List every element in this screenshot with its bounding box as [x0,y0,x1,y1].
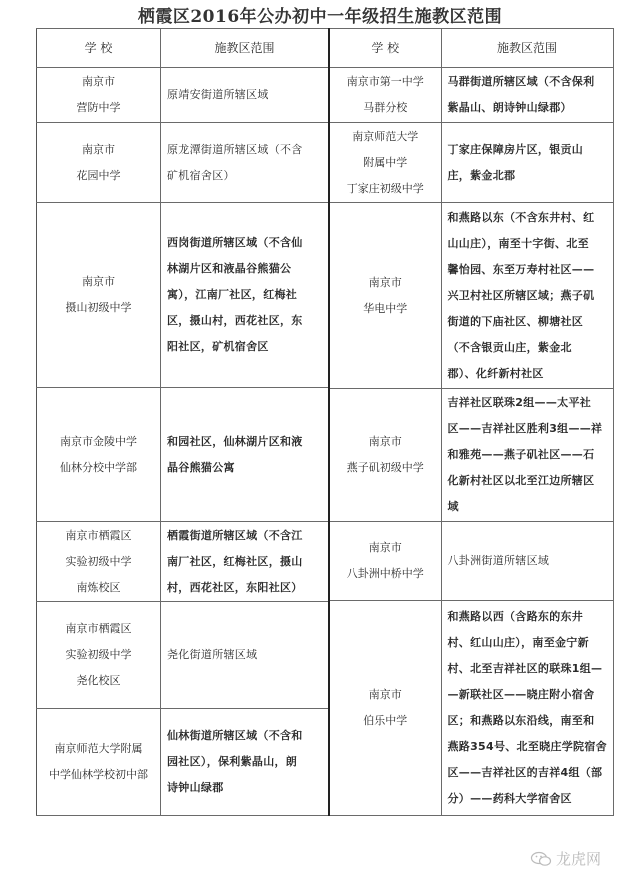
school-name-line: 南炼校区 [76,580,121,594]
enrollment-area-line: （不含银贡山庄，紫金北 [447,340,572,354]
school-name-cell [329,389,441,522]
enrollment-table-right [328,28,614,816]
enrollment-area-line: 郡）、化纤新村社区 [447,366,544,380]
table-row [37,388,329,522]
page-title: 栖霞区2016年公办初中一年级招生施教区范围 [137,7,503,27]
enrollment-area-line: 原龙潭街道所辖区域（不含 [167,142,303,156]
school-name-cell [329,522,441,601]
school-name-line: 南京市栖霞区 [65,622,132,635]
enrollment-area-line: 燕路354号、北至晓庄学院宿舍 [447,740,607,753]
school-name-line: 伯乐中学 [363,714,408,727]
school-name-cell [329,601,441,816]
table-row [37,203,329,388]
school-name-line: 摄山初级中学 [65,301,132,314]
enrollment-area-line: 晶谷熊猫公寓 [167,460,235,474]
enrollment-area-cell [161,203,329,388]
school-name-line: 南京市 [368,541,402,554]
header-area: 施教区范围 [161,29,329,68]
enrollment-area-line: 村，西花社区，东阳社区） [167,580,303,594]
watermark [530,848,601,869]
table-row [37,709,329,816]
enrollment-area-line: 原靖安街道所辖区域 [167,88,269,101]
school-name-line: 南京市 [82,142,115,156]
enrollment-area-cell [441,203,613,389]
enrollment-area-line: 马群街道所辖区域（不含保利 [447,75,595,88]
enrollment-area-cell [441,522,613,601]
enrollment-area-line: 街道的下庙社区、柳塘社区 [447,314,584,328]
school-name-line: 八卦洲中桥中学 [346,567,424,580]
enrollment-area-line: 分）——药科大学宿舍区 [447,792,572,805]
enrollment-area-line: 区——吉祥社区的吉祥4组（部 [447,766,603,779]
school-name-cell [329,123,441,203]
header-area: 施教区范围 [441,29,613,68]
table-header-row [37,29,329,68]
enrollment-area-line: 馨怡园、东至万寿村社区—— [447,262,595,276]
watermark-text: 龙虎网 [556,850,602,868]
enrollment-area-line: 和雅苑——燕子矶社区——石 [447,448,595,461]
enrollment-area-line: 吉祥社区联珠2组——太平社 [447,396,592,409]
school-name-line: 南京师范大学附属 [54,742,143,755]
enrollment-area-cell [441,68,613,123]
enrollment-area-line: 山山庄），南至十字街、北至 [447,236,589,250]
school-name-line: 马群分校 [363,101,408,114]
enrollment-area-line: 矿机宿舍区） [167,168,235,182]
enrollment-area-line: 八卦洲街道所辖区域 [447,554,550,567]
school-name-line: 南京师范大学 [352,129,419,143]
enrollment-area-cell [161,123,329,203]
school-name-cell [37,68,161,123]
enrollment-area-line: 区；和燕路以东沿线，南至和 [447,714,595,727]
school-name-line: 南京市第一中学 [346,75,424,88]
enrollment-area-line: 和燕路以西（含路东的东井 [447,610,584,623]
school-name-line: 中学仙林学校初中部 [49,768,148,781]
enrollment-area-line: 寓），江南厂社区，红梅社 [167,288,298,301]
table-row [37,123,329,203]
table-row [37,602,329,709]
enrollment-area-cell [161,522,329,602]
enrollment-table-left [36,28,329,816]
enrollment-area-line: 尧化街道所辖区域 [167,648,258,661]
enrollment-area-line: 西岗街道所辖区域（不含仙 [167,236,303,249]
enrollment-area-line: 化新村社区以北至江边所辖区 [447,474,595,487]
enrollment-area-line: 仙林街道所辖区域（不含和 [167,729,303,742]
enrollment-area-cell [161,602,329,709]
enrollment-area-line: 阳社区，矿机宿舍区 [167,340,269,353]
school-name-line: 南京市 [82,75,115,88]
table-row [329,389,613,522]
table-row [329,203,613,389]
school-name-cell [37,522,161,602]
enrollment-area-cell [441,389,613,522]
enrollment-area-line: 林湖片区和液晶谷熊猫公 [167,262,292,275]
school-name-cell [37,203,161,388]
enrollment-area-line: 丁家庄保障房片区，银贡山 [447,142,584,156]
school-name-line: 尧化校区 [76,674,121,687]
school-name-line: 南京市 [368,688,402,701]
school-name-cell [37,123,161,203]
school-name-cell [329,68,441,123]
header-school: 学 校 [329,29,441,68]
enrollment-area-line: 诗钟山绿郡 [167,781,224,794]
school-name-cell [37,388,161,522]
enrollment-area-cell [441,123,613,203]
header-school: 学 校 [37,29,161,68]
enrollment-area-line: 区，摄山村，西花社区，东 [167,314,303,327]
enrollment-area-cell [161,388,329,522]
school-name-cell [37,709,161,816]
school-name-line: 南京市 [368,275,402,289]
enrollment-area-line: 南厂社区，红梅社区，摄山 [167,554,303,568]
enrollment-area-cell [441,601,613,816]
wechat-icon [530,851,552,867]
school-name-line: 南京市栖霞区 [65,528,132,542]
enrollment-area-line: 域 [447,500,459,513]
enrollment-area-line: 紫晶山、朗诗钟山绿郡） [447,101,572,114]
school-name-line: 实验初级中学 [65,554,132,568]
enrollment-area-line: 和燕路以东（不含东井村、红 [447,210,595,224]
enrollment-area-cell [161,68,329,123]
table-row [37,522,329,602]
table-header-row [329,29,613,68]
school-name-line: 丁家庄初级中学 [346,181,424,195]
school-name-line: 仙林分校中学部 [60,460,137,474]
school-name-line: 燕子矶初级中学 [346,461,424,474]
school-name-line: 南京市金陵中学 [60,434,137,448]
enrollment-area-line: 庄，紫金北郡 [447,168,516,182]
school-name-line: 华电中学 [363,301,408,315]
school-name-line: 南京市 [82,275,115,288]
enrollment-area-line: 区——吉祥社区胜利3组——祥 [447,422,603,435]
school-name-line: 花园中学 [76,168,121,182]
school-name-line: 营防中学 [76,101,121,114]
enrollment-area-line: —新联社区——晓庄附小宿舍 [447,688,595,701]
enrollment-area-line: 栖霞街道所辖区域（不含江 [167,528,303,542]
enrollment-area-line: 兴卫村社区所辖区域；燕子矶 [447,288,595,302]
table-row [329,123,613,203]
school-name-cell [329,203,441,389]
enrollment-area-line: 村、北至吉祥社区的联珠1组— [447,662,603,675]
school-name-line: 附属中学 [363,155,408,169]
school-name-line: 南京市 [368,435,402,448]
school-name-line: 实验初级中学 [65,648,132,661]
table-row [329,522,613,601]
enrollment-area-cell [161,709,329,816]
table-row [37,68,329,123]
enrollment-area-line: 和园社区，仙林湖片区和液 [167,434,303,448]
table-row [329,601,613,816]
school-name-cell [37,602,161,709]
table-row [329,68,613,123]
enrollment-area-line: 村、红山山庄），南至金宁新 [447,636,589,649]
enrollment-area-line: 园社区），保利紫晶山，朗 [167,755,298,768]
